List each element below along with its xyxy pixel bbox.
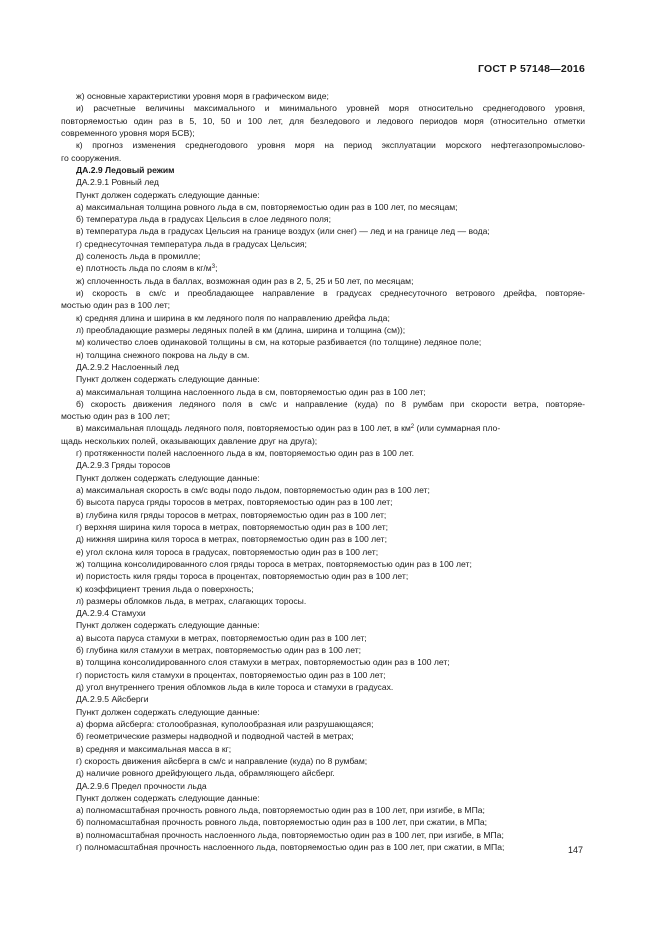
text-line: б) высота паруса гряды торосов в метрах, повторяемостью один раз в 100 лет; <box>76 497 393 508</box>
text-line: л) размеры обломков льда, в метрах, слагающих торосы. <box>76 595 307 606</box>
text-line: д) угол внутреннего трения обломков льда в киле тороса и стамухи в градусах. <box>76 682 394 692</box>
text-line: а) максимальная толщина наслоенного льда в см, повторяемостью один раз в 100 лет; <box>76 386 426 397</box>
text-line: Пункт должен содержать следующие данные: <box>76 706 260 717</box>
text-line: к) прогноз изменения среднегодового уровня моря на период эксплуатации морского нефтегазопромыслово- <box>76 140 585 151</box>
text-line: Пункт должен содержать следующие данные: <box>76 792 260 803</box>
text-line: е) угол склона киля тороса в градусах, повторяемостью один раз в 100 лет; <box>76 546 379 557</box>
text-fragment: ; <box>215 263 218 274</box>
text-line: а) форма айсберга: столообразная, куполообразная или разрушающаяся; <box>76 718 374 729</box>
text-line: а) высота паруса стамухи в метрах, повторяемостью один раз в 100 лет; <box>76 632 367 643</box>
subsection-heading: ДА.2.9.6 Предел прочности льда <box>76 780 207 791</box>
text-line: ж) сплоченность льда в баллах, возможная один раз в 2, 5, 25 и 50 лет, по месяцам; <box>76 275 414 286</box>
document-code: ГОСТ Р 57148—2016 <box>477 63 585 75</box>
text-fragment: (или суммарная пло- <box>414 423 501 434</box>
text-line: ж) толщина консолидированного слоя гряды тороса в метрах, повторяемостью один раз в 100 лет; <box>76 558 472 569</box>
text-line: ж) основные характеристики уровня моря в графическом виде; <box>76 91 329 101</box>
text-line: в) полномасштабная прочность наслоенного льда, повторяемостью один раз в 100 лет, при изгибе, в МПа; <box>76 829 504 840</box>
text-line: г) протяженности полей наслоенного льда в км, повторяемостью один раз в 100 лет. <box>76 448 415 459</box>
text-line: а) полномасштабная прочность ровного льда, повторяемостью один раз в 100 лет, при изгибе, в МПа; <box>76 805 485 816</box>
text-line: м) количество слоев одинаковой толщины в см, на которые разбивается (по толщине) ледяное поле; <box>76 337 482 348</box>
text-line: щадь нескольких полей, оказывающих давление друг на друга); <box>61 435 318 446</box>
text-line: Пункт должен содержать следующие данные: <box>76 189 260 200</box>
subsection-heading: ДА.2.9.4 Стамухи <box>76 608 146 619</box>
text-line: б) температура льда в градусах Цельсия в слое ледяного поля; <box>76 214 331 225</box>
text-fragment: в) максимальная площадь ледяного поля, повторяемостью один раз в 100 лет, в км <box>76 423 411 434</box>
text-line: в) глубина киля гряды торосов в метрах, повторяемостью один раз в 100 лет; <box>76 509 387 520</box>
text-fragment: е) плотность льда по слоям в кг/м <box>76 263 212 274</box>
text-line: мостью один раз в 100 лет; <box>61 300 171 311</box>
text-line: д) наличие ровного дрейфующего льда, обрамляющего айсберг. <box>76 768 335 779</box>
text-line: современного уровня моря БСВ); <box>61 127 195 138</box>
text-line: Пункт должен содержать следующие данные: <box>76 374 260 385</box>
text-line: н) толщина снежного покрова на льду в см. <box>76 349 250 360</box>
text-line: л) преобладающие размеры ледяных полей в км (длина, ширина и толщина (см)); <box>76 324 406 335</box>
text-line: г) скорость движения айсберга в см/с и направление (куда) по 8 румбам; <box>76 755 368 766</box>
text-line: и) пористость киля гряды тороса в процентах, повторяемостью один раз в 100 лет; <box>76 571 409 582</box>
text-line: а) максимальная толщина ровного льда в см, повторяемостью один раз в 100 лет, по месяцам; <box>76 201 458 212</box>
subsection-heading: ДА.2.9.1 Ровный лед <box>76 177 159 188</box>
section-heading: ДА.2.9 Ледовый режим <box>76 164 175 175</box>
text-line <box>61 262 585 274</box>
text-line: г) среднесуточная температура льда в градусах Цельсия; <box>76 238 307 249</box>
text-line: к) средняя длина и ширина в км ледяного поля по направлению дрейфа льда; <box>76 312 390 323</box>
text-line: в) температура льда в градусах Цельсия на границе воздух (или снег) — лед и на границе лед — вода; <box>76 226 490 237</box>
document-body <box>61 90 585 853</box>
text-line: г) пористость киля стамухи в процентах, повторяемостью один раз в 100 лет; <box>76 669 386 680</box>
subsection-heading: ДА.2.9.5 Айсберги <box>76 694 149 705</box>
text-line: д) соленость льда в промилле; <box>76 251 201 262</box>
superscript: 3 <box>211 264 216 271</box>
text-line: д) нижняя ширина киля тороса в метрах, повторяемостью один раз в 100 лет; <box>76 534 387 545</box>
text-line: повторяемостью один раз в 5, 10, 50 и 100 лет, для безледового и ледового периодов моря (относительно отметки <box>61 115 585 126</box>
text-line: Пункт должен содержать следующие данные: <box>76 472 260 483</box>
text-line: к) коэффициент трения льда о поверхность; <box>76 583 254 594</box>
subsection-heading: ДА.2.9.3 Гряды торосов <box>76 460 171 471</box>
superscript: 2 <box>410 424 415 431</box>
page-number: 147 <box>567 845 583 855</box>
text-line: б) геометрические размеры надводной и подводной частей в метрах; <box>76 731 354 742</box>
text-line: в) толщина консолидированного слоя стамухи в метрах, повторяемостью один раз в 100 лет; <box>76 657 450 668</box>
subsection-heading: ДА.2.9.2 Наслоенный лед <box>76 361 179 372</box>
text-line: Пункт должен содержать следующие данные: <box>76 620 260 631</box>
text-line: го сооружения. <box>61 152 122 163</box>
text-line: в) средняя и максимальная масса в кг; <box>76 743 232 754</box>
text-line: г) полномасштабная прочность наслоенного льда, повторяемостью один раз в 100 лет, при сжатии, в МПа; <box>76 842 505 853</box>
text-line: б) полномасштабная прочность ровного льда, повторяемостью один раз в 100 лет, при сжатии, в МПа; <box>76 817 488 828</box>
text-line: и) скорость в см/с и преобладающее направление в градусах среднесуточного ветрового дрейфа, повторяе- <box>76 288 585 298</box>
text-line: г) верхняя ширина киля тороса в метрах, повторяемостью один раз в 100 лет; <box>76 521 389 532</box>
text-line: б) глубина киля стамухи в метрах, повторяемостью один раз в 100 лет; <box>76 645 362 656</box>
text-line <box>61 422 585 434</box>
text-line: б) скорость движения ледяного поля в см/с и направление (куда) по 8 румбам при скорости ветра, повторяе- <box>76 398 585 409</box>
text-line: а) максимальная скорость в см/с воды подо льдом, повторяемостью один раз в 100 лет; <box>76 485 430 495</box>
text-line: мостью один раз в 100 лет; <box>61 411 171 422</box>
text-line: и) расчетные величины максимального и минимального уровней моря относительно среднегодового уровня, <box>76 103 585 114</box>
